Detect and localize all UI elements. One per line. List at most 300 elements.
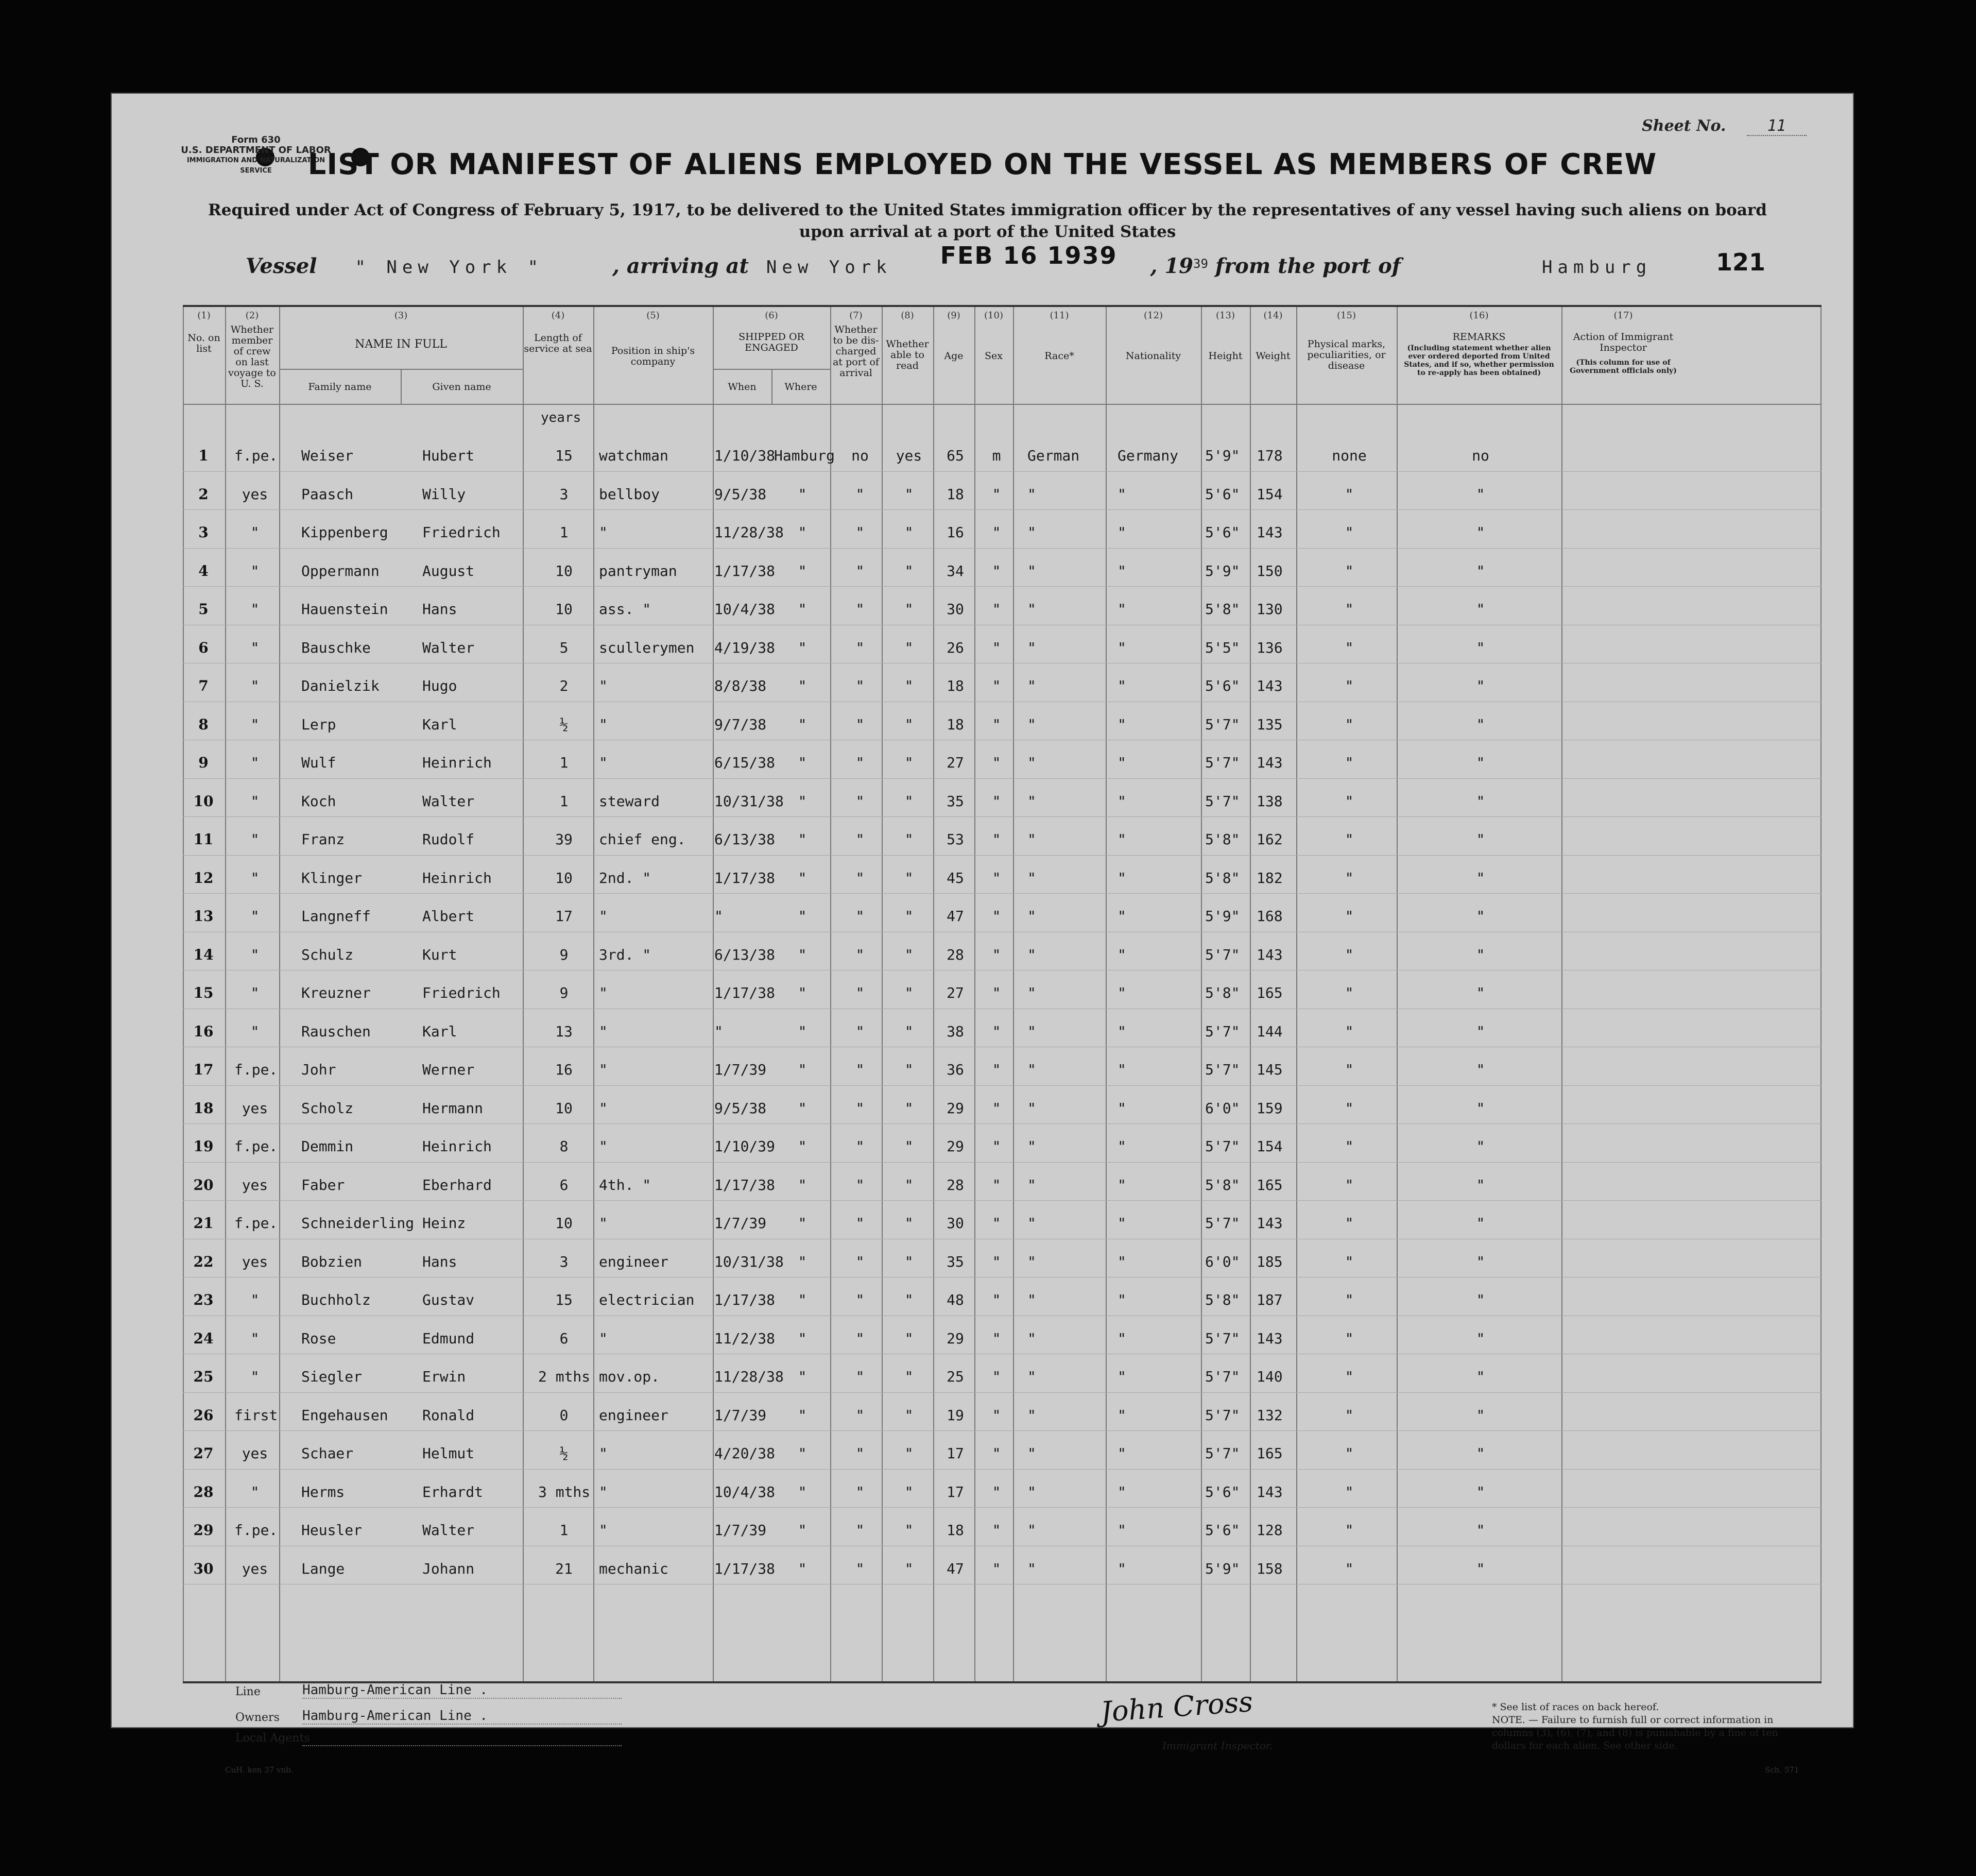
table-row (183, 628, 1822, 667)
remarks-cell: " (1476, 1560, 1485, 1577)
table-row (183, 1319, 1822, 1357)
age-cell: 17 (947, 1445, 964, 1462)
family-name-cell: Paasch (301, 485, 354, 503)
family-name-cell: Klinger (301, 869, 363, 886)
header-remarks: REMARKS (1452, 331, 1506, 343)
discharge-cell: " (855, 1445, 865, 1462)
nationality-cell: " (1118, 1061, 1126, 1078)
family-name-cell: Weiser (301, 447, 354, 464)
table-row (183, 935, 1822, 974)
shipped-where-cell: " (798, 1061, 807, 1078)
age-cell: 18 (947, 1522, 964, 1539)
nationality-cell: " (1118, 792, 1126, 810)
physical-marks-cell: " (1345, 869, 1354, 886)
shipped-where-cell: " (798, 1138, 807, 1155)
penalty-note: NOTE. — Failure to furnish full or correct information in columns (3), (6), (7), and (8) is punishable by a fine of ten dollars for each alien. See other side. (1492, 1714, 1778, 1751)
race-cell: " (1027, 984, 1036, 1001)
discharge-cell: " (855, 1099, 865, 1117)
height-cell: 5'7" (1205, 1061, 1240, 1078)
nationality-cell: " (1118, 1138, 1126, 1155)
race-cell: " (1027, 946, 1036, 963)
table-row (183, 781, 1822, 820)
crew-status-cell: " (250, 562, 260, 579)
family-name-cell: Rauschen (301, 1022, 371, 1040)
header-inspector-detail: (This column for use of Government officials only) (1570, 359, 1677, 375)
given-name-cell: Eberhard (422, 1176, 492, 1193)
family-name-cell: Koch (301, 792, 336, 810)
family-name-cell: Schneiderling (301, 1215, 415, 1232)
family-name-cell: Rose (301, 1329, 336, 1347)
discharge-cell: " (855, 869, 865, 886)
arrival-port: New York (766, 257, 892, 278)
given-name-cell: Willy (422, 485, 466, 503)
height-cell: 5'7" (1205, 1368, 1240, 1385)
table-row (183, 1510, 1822, 1549)
age-cell: 47 (947, 1560, 964, 1577)
crew-status-cell: " (250, 946, 260, 963)
crew-status-cell: yes (242, 1445, 268, 1462)
able-to-read-cell: " (904, 715, 914, 733)
crew-status-cell: " (250, 908, 260, 925)
discharge-cell: " (855, 715, 865, 733)
race-cell: " (1027, 1329, 1036, 1347)
nationality-cell: " (1118, 677, 1126, 694)
family-name-cell: Schaer (301, 1445, 354, 1462)
position-cell: chief eng. (599, 831, 686, 848)
physical-marks-cell: " (1345, 1215, 1354, 1232)
shipped-when-cell: 1/7/39 (714, 1406, 767, 1424)
weight-cell: 150 (1257, 562, 1283, 579)
physical-marks-cell: " (1345, 1406, 1354, 1424)
year-prefix: , 19 (1150, 254, 1194, 278)
sex-cell: " (992, 1483, 1001, 1500)
physical-marks-cell: " (1345, 1099, 1354, 1117)
remarks-cell: " (1476, 677, 1485, 694)
weight-cell: 136 (1257, 639, 1283, 656)
able-to-read-cell: " (904, 754, 914, 771)
family-name-cell: Buchholz (301, 1291, 371, 1308)
age-cell: 28 (947, 946, 964, 963)
age-cell: 34 (947, 562, 964, 579)
family-name-cell: Kreuzner (301, 984, 371, 1001)
race-cell: " (1027, 524, 1036, 541)
header-where: Where (784, 381, 817, 393)
position-cell: " (599, 1061, 608, 1078)
able-to-read-cell: " (904, 1215, 914, 1232)
table-row (183, 474, 1822, 513)
race-footnote: * See list of races on back hereof. (1492, 1701, 1659, 1713)
nationality-cell: " (1118, 869, 1126, 886)
header-weight: Weight (1256, 350, 1291, 362)
vessel-line (246, 242, 1801, 282)
shipped-when-cell: 1/17/38 (714, 984, 776, 1001)
weight-cell: 140 (1257, 1368, 1283, 1385)
row-number: 7 (198, 677, 209, 694)
discharge-cell: " (855, 1215, 865, 1232)
shipped-where-cell: " (798, 639, 807, 656)
nationality-cell: " (1118, 1368, 1126, 1385)
race-cell: " (1027, 1099, 1036, 1117)
table-row (183, 1395, 1822, 1434)
race-cell: " (1027, 1253, 1036, 1270)
sex-cell: " (992, 1445, 1001, 1462)
discharge-cell: " (855, 1522, 865, 1539)
shipped-where-cell: " (798, 524, 807, 541)
remarks-cell: " (1476, 562, 1485, 579)
col-number: (4) (551, 310, 565, 321)
remarks-cell: " (1476, 1522, 1485, 1539)
row-number: 26 (193, 1406, 214, 1424)
shipped-when-cell: 1/7/39 (714, 1522, 767, 1539)
service-length-cell: 10 (555, 1215, 573, 1232)
age-cell: 30 (947, 601, 964, 618)
remarks-cell: " (1476, 908, 1485, 925)
crew-status-cell: yes (242, 485, 268, 503)
sex-cell: " (992, 1253, 1001, 1270)
nationality-cell: " (1118, 1291, 1126, 1308)
physical-marks-cell: " (1345, 1445, 1354, 1462)
weight-cell: 143 (1257, 946, 1283, 963)
given-name-cell: Kurt (422, 946, 457, 963)
shipped-where-cell: " (798, 1560, 807, 1577)
nationality-cell: " (1118, 1406, 1126, 1424)
race-cell: " (1027, 1138, 1036, 1155)
given-name-cell: Erwin (422, 1368, 466, 1385)
header-able-to-read: Whether able to read (886, 338, 929, 371)
row-number: 16 (193, 1022, 214, 1040)
crew-status-cell: f.pe. (234, 1138, 278, 1155)
weight-cell: 132 (1257, 1406, 1283, 1424)
header-name-in-full: NAME IN FULL (355, 338, 447, 351)
sex-cell: " (992, 792, 1001, 810)
age-cell: 27 (947, 754, 964, 771)
col-number: (2) (245, 310, 259, 321)
height-cell: 5'6" (1205, 677, 1240, 694)
able-to-read-cell: " (904, 1176, 914, 1193)
row-number: 29 (193, 1522, 214, 1539)
sex-cell: " (992, 831, 1001, 848)
given-name-cell: Edmund (422, 1329, 475, 1347)
physical-marks-cell: " (1345, 677, 1354, 694)
position-cell: " (599, 984, 608, 1001)
physical-marks-cell: " (1345, 485, 1354, 503)
nationality-cell: " (1118, 1522, 1126, 1539)
shipped-where-cell: " (798, 946, 807, 963)
age-cell: 29 (947, 1099, 964, 1117)
remarks-cell: " (1476, 831, 1485, 848)
sex-cell: " (992, 1215, 1001, 1232)
race-cell: " (1027, 1406, 1036, 1424)
row-number: 27 (193, 1445, 214, 1462)
sex-cell: " (992, 1138, 1001, 1155)
race-cell: " (1027, 1560, 1036, 1577)
crew-status-cell: " (250, 1329, 260, 1347)
service-length-cell: 13 (555, 1022, 573, 1040)
shipped-where-cell: " (798, 1253, 807, 1270)
height-cell: 5'9" (1205, 562, 1240, 579)
physical-marks-cell: none (1332, 447, 1367, 464)
position-cell: " (599, 754, 608, 771)
remarks-cell: " (1476, 715, 1485, 733)
header-given-name: Given name (432, 381, 491, 393)
row-number: 24 (193, 1329, 214, 1347)
age-cell: 28 (947, 1176, 964, 1193)
table-row (183, 1280, 1822, 1319)
family-name-cell: Schulz (301, 946, 354, 963)
row-number: 12 (193, 869, 214, 886)
shipped-when-cell: 1/17/38 (714, 1560, 776, 1577)
crew-status-cell: " (250, 524, 260, 541)
shipped-where-cell: " (798, 715, 807, 733)
inspector-caption: Immigrant Inspector. (1162, 1739, 1273, 1752)
header-remarks-detail: (Including statement whether alien ever ordered deported from United States, and if so, whether permission to re-apply has been obtained) (1404, 344, 1554, 377)
discharge-cell: " (855, 1061, 865, 1078)
shipped-where-cell: " (798, 1176, 807, 1193)
age-cell: 48 (947, 1291, 964, 1308)
given-name-cell: Heinrich (422, 869, 492, 886)
age-cell: 35 (947, 792, 964, 810)
sex-cell: " (992, 984, 1001, 1001)
nationality-cell: " (1118, 1099, 1126, 1117)
physical-marks-cell: " (1345, 1061, 1354, 1078)
sex-cell: " (992, 562, 1001, 579)
sheet-number-value: 11 (1747, 117, 1807, 136)
physical-marks-cell: " (1345, 831, 1354, 848)
crew-status-cell: " (250, 754, 260, 771)
sex-cell: " (992, 715, 1001, 733)
age-cell: 18 (947, 485, 964, 503)
weight-cell: 182 (1257, 869, 1283, 886)
shipped-when-cell: 4/20/38 (714, 1445, 776, 1462)
race-cell: " (1027, 1022, 1036, 1040)
service-name: IMMIGRATION AND NATURALIZATION SERVICE (186, 157, 325, 175)
age-cell: 26 (947, 639, 964, 656)
age-cell: 27 (947, 984, 964, 1001)
race-cell: " (1027, 869, 1036, 886)
height-cell: 5'9" (1205, 908, 1240, 925)
discharge-cell: " (855, 984, 865, 1001)
weight-cell: 178 (1257, 447, 1283, 464)
physical-marks-cell: " (1345, 1483, 1354, 1500)
shipped-where-cell: " (798, 908, 807, 925)
owners-label: Owners (235, 1711, 280, 1724)
manifest-sheet (111, 93, 1854, 1775)
shipped-when-cell: 9/5/38 (714, 1099, 767, 1117)
height-cell: 5'6" (1205, 485, 1240, 503)
position-cell: " (599, 1215, 608, 1232)
header-position: Position in ship's company (611, 345, 695, 367)
weight-cell: 143 (1257, 1483, 1283, 1500)
discharge-cell: " (855, 524, 865, 541)
position-cell: " (599, 1522, 608, 1539)
height-cell: 5'8" (1205, 869, 1240, 886)
sex-cell: " (992, 1176, 1001, 1193)
age-cell: 18 (947, 677, 964, 694)
shipped-where-cell: Hamburg (774, 447, 835, 464)
discharge-cell: " (855, 1368, 865, 1385)
crew-status-cell: yes (242, 1253, 268, 1270)
shipped-where-cell: " (798, 601, 807, 618)
vessel-label: Vessel (246, 254, 317, 278)
nationality-cell: " (1118, 1329, 1126, 1347)
document-subtitle: Required under Act of Congress of February 5, 1917, to be delivered to the United States immigration officer by the representatives of any vessel having such aliens on board upon arrival at a port of the United States (208, 201, 1767, 241)
height-cell: 5'8" (1205, 1176, 1240, 1193)
remarks-cell: " (1476, 1061, 1485, 1078)
age-cell: 36 (947, 1061, 964, 1078)
nationality-cell: " (1118, 524, 1126, 541)
crew-status-cell: f.pe. (234, 1215, 278, 1232)
service-length-cell: 1 (559, 792, 569, 810)
age-cell: 35 (947, 1253, 964, 1270)
table-row (183, 1012, 1822, 1050)
row-number: 21 (193, 1215, 214, 1232)
given-name-cell: Rudolf (422, 831, 475, 848)
table-row (183, 973, 1822, 1012)
physical-marks-cell: " (1345, 1253, 1354, 1270)
department-name: U.S. DEPARTMENT OF LABOR (181, 145, 331, 156)
sex-cell: " (992, 639, 1001, 656)
crew-status-cell: " (250, 715, 260, 733)
height-cell: 5'8" (1205, 1291, 1240, 1308)
race-cell: " (1027, 908, 1036, 925)
header-when: When (728, 381, 757, 393)
physical-marks-cell: " (1345, 792, 1354, 810)
remarks-cell: " (1476, 1445, 1485, 1462)
remarks-cell: " (1476, 754, 1485, 771)
height-cell: 6'0" (1205, 1099, 1240, 1117)
service-length-cell: 1 (559, 1522, 569, 1539)
service-length-cell: 15 (555, 447, 573, 464)
family-name-cell: Engehausen (301, 1406, 388, 1424)
sex-cell: m (992, 447, 1001, 464)
shipped-where-cell: " (798, 792, 807, 810)
remarks-cell: " (1476, 1483, 1485, 1500)
physical-marks-cell: " (1345, 908, 1354, 925)
height-cell: 5'7" (1205, 1445, 1240, 1462)
sex-cell: " (992, 946, 1001, 963)
header-physical-marks: Physical marks, peculiarities, or disease (1307, 338, 1386, 371)
table-row (183, 743, 1822, 781)
weight-cell: 154 (1257, 485, 1283, 503)
able-to-read-cell: " (904, 1445, 914, 1462)
position-cell: " (599, 677, 608, 694)
family-name-cell: Oppermann (301, 562, 380, 579)
weight-cell: 162 (1257, 831, 1283, 848)
weight-cell: 165 (1257, 984, 1283, 1001)
table-row (183, 1203, 1822, 1242)
header-family-name: Family name (308, 381, 372, 393)
service-length-cell: 10 (555, 869, 573, 886)
remarks-cell: " (1476, 1138, 1485, 1155)
row-number: 13 (193, 908, 214, 925)
shipped-when-cell: 10/31/38 (714, 1253, 784, 1270)
shipped-when-cell: 1/7/39 (714, 1215, 767, 1232)
weight-cell: 187 (1257, 1291, 1283, 1308)
owners-value: Hamburg-American Line . (302, 1708, 622, 1725)
able-to-read-cell: " (904, 1368, 914, 1385)
row-number: 14 (193, 946, 214, 963)
shipped-when-cell: 8/8/38 (714, 677, 767, 694)
family-name-cell: Bauschke (301, 639, 371, 656)
able-to-read-cell: " (904, 1022, 914, 1040)
crew-status-cell: yes (242, 1099, 268, 1117)
service-length-cell: 15 (555, 1291, 573, 1308)
age-cell: 45 (947, 869, 964, 886)
position-cell: 4th. " (599, 1176, 651, 1193)
position-cell: 3rd. " (599, 946, 651, 963)
physical-marks-cell: " (1345, 1291, 1354, 1308)
race-cell: " (1027, 485, 1036, 503)
years-label: years (541, 410, 581, 425)
height-cell: 5'8" (1205, 984, 1240, 1001)
height-cell: 5'7" (1205, 1022, 1240, 1040)
header-sex: Sex (985, 350, 1003, 362)
given-name-cell: Ronald (422, 1406, 475, 1424)
physical-marks-cell: " (1345, 946, 1354, 963)
age-cell: 29 (947, 1329, 964, 1347)
crew-status-cell: f.pe. (234, 1522, 278, 1539)
document-title: LIST OR MANIFEST OF ALIENS EMPLOYED ON THE VESSEL AS MEMBERS OF CREW (307, 148, 1657, 181)
given-name-cell: Hubert (422, 447, 475, 464)
header-no-on-list: No. on list (187, 332, 220, 354)
position-cell: scullerymen (599, 639, 695, 656)
col-number: (10) (984, 310, 1003, 321)
discharge-cell: " (855, 792, 865, 810)
shipped-when-cell: 1/17/38 (714, 1176, 776, 1193)
shipped-when-cell: 1/10/39 (714, 1138, 776, 1155)
sex-cell: " (992, 677, 1001, 694)
remarks-cell: " (1476, 946, 1485, 963)
date-stamp: FEB 16 1939 (940, 242, 1118, 269)
col-number: (3) (394, 310, 408, 321)
given-name-cell: Walter (422, 792, 475, 810)
able-to-read-cell: " (904, 1483, 914, 1500)
service-length-cell: 6 (559, 1329, 569, 1347)
col-number: (13) (1216, 310, 1235, 321)
position-cell: " (599, 908, 608, 925)
weight-cell: 158 (1257, 1560, 1283, 1577)
position-cell: mov.op. (599, 1368, 660, 1385)
sex-cell: " (992, 1406, 1001, 1424)
shipped-where-cell: " (798, 1483, 807, 1500)
nationality-cell: " (1118, 715, 1126, 733)
row-number: 5 (198, 601, 209, 618)
able-to-read-cell: " (904, 984, 914, 1001)
sheet-id-number: 121 (1715, 248, 1765, 276)
header-nationality: Nationality (1125, 350, 1181, 362)
race-cell: " (1027, 715, 1036, 733)
given-name-cell: Friedrich (422, 524, 501, 541)
service-length-cell: 10 (555, 1099, 573, 1117)
able-to-read-cell: " (904, 1560, 914, 1577)
service-length-cell: 2 mths (538, 1368, 591, 1385)
header-length-of-service: Length of service at sea (524, 332, 592, 354)
age-cell: 19 (947, 1406, 964, 1424)
remarks-cell: " (1476, 639, 1485, 656)
service-length-cell: 10 (555, 562, 573, 579)
col-number: (7) (849, 310, 863, 321)
service-length-cell: 2 (559, 677, 569, 694)
discharge-cell: " (855, 1560, 865, 1577)
position-cell: " (599, 1483, 608, 1500)
family-name-cell: Faber (301, 1176, 345, 1193)
position-cell: " (599, 524, 608, 541)
table-row (183, 1127, 1822, 1165)
physical-marks-cell: " (1345, 562, 1354, 579)
position-cell: engineer (599, 1406, 668, 1424)
col-number: (8) (901, 310, 914, 321)
given-name-cell: Friedrich (422, 984, 501, 1001)
